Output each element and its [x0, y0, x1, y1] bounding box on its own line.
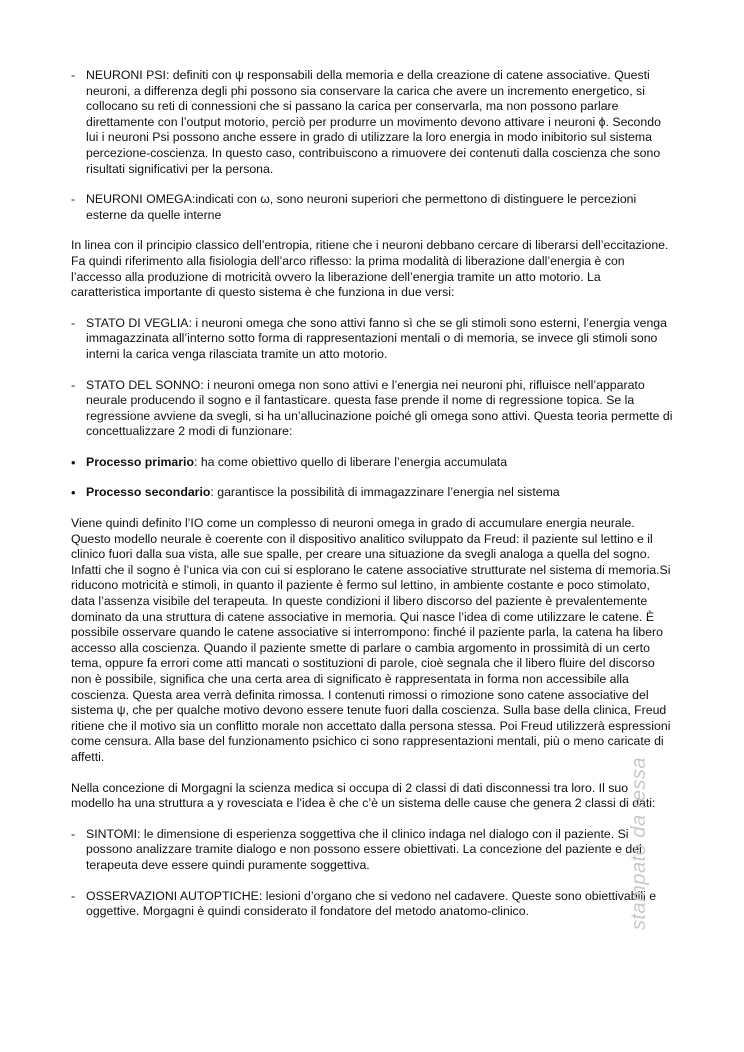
- watermark: stampato da ressa: [628, 756, 650, 930]
- paragraph-io: Viene quindi definito l’IO come un complesso di neuroni omega in grado di accumulare energia neurale. Questo modello neurale è coerente con il dispositivo analitico sviluppato da Freud: il paziente sul lettino e il clinico fuori dalla sua vista, alle sue spalle, per creare una situazione da svegli analoga a quella del sogno. Infatti che il sogno è l’unica via con cui si esplorano le catene associative strutturate nel sistema di memoria.Si riducono motricità e stimoli, in quanto il paziente è fermo sul lettino, in ambiente costante e poco stimolato, data l’assenza visibile del terapeuta. In queste condizioni il libero discorso del paziente è prevalentemente dominato da una struttura di catene associative in memoria. Qui nasce l’idea di come utilizzare le catene. È possibile osservare quando le catene associative si interrompono: finché il paziente parla, la catena ha libero accesso alla coscienza. Quando il paziente smette di parlare o cambia argomento in prossimità di un certo tema, oppure fa errori come atti mancati o sostituzioni di parole, cioè segnala che il libero fluire del discorso non è possibile, significa che una certa area di significato è rappresentata in forma non accessibile alla coscienza. Questa area verrà definita rimossa. I contenuti rimossi o rimozione sono catene associative del sistema ψ, che per qualche motivo devono essere tenute fuori dalla coscienza. Sulla base della clinica, Freud ritiene che il motivo sia un conflitto morale non accettato dalla persona stessa. Poi Freud utilizzerà espressioni come censura. Alla base del funzionamento psichico ci sono rappresentazioni mentali, più o meno caricate di affetti.: [71, 516, 671, 764]
- list-item-sintomi: - SINTOMI: le dimensione di esperienza soggettiva che il clinico indaga nel dialogo con il paziente. Si possono analizzare tramite dialogo e non possono essere obiettivati. La concezione del paziente e del terapeuta deve essere quindi puramente soggettiva.: [71, 827, 673, 874]
- processo-secondario-text: : garantisce la possibilità di immagazzinare l’energia nel sistema: [210, 485, 560, 500]
- processo-primario-text: : ha come obiettivo quello di liberare l’energia accumulata: [193, 454, 508, 469]
- paragraph-entropia: In linea con il principio classico dell’entropia, ritiene che i neuroni debbano cercare di liberarsi dell’eccitazione. Fa quindi riferimento alla fisiologia dell’arco riflesso: la prima modalità di liberazione dall’energia è con l’accesso alla produzione di motricità ovvero la liberazione dell’energia tramite un atto motorio. La caratteristica importante di questo sistema è che funziona in due versi:: [71, 238, 669, 300]
- bullet-processo-primario: [71, 455, 673, 471]
- processo-secondario-label: Processo secondario: [86, 485, 211, 500]
- list-item-stato-veglia: - STATO DI VEGLIA: i neuroni omega che sono attivi fanno sì che se gli stimoli sono esterni, l’energia venga immagazzinata all’interno sotto forma di rappresentazioni mentali o di memoria, se invece gli stimoli sono interni la carica venga rilasciata tramite un atto motorio.: [71, 316, 673, 363]
- list-item-osservazioni-autoptiche: - OSSERVAZIONI AUTOPTICHE: lesioni d’organo che si vedono nel cadavere. Queste sono obiettivabili e oggettive. Morgagni è quindi considerato il fondatore del metodo anatomo-clinico.: [71, 889, 673, 920]
- paragraph-morgagni: Nella concezione di Morgagni la scienza medica si occupa di 2 classi di dati disconnessi tra loro. Il suo modello ha una struttura a y rovesciata e l’idea è che c’è un sistema delle cause che genera 2 classi di dati:: [71, 780, 656, 811]
- list-item-neuroni-psi: - NEURONI PSI: definiti con ψ responsabili della memoria e della creazione di catene associative. Questi neuroni, a differenza degli phi possono sia conservare la carica che avere un incremento energetico, si collocano su reti di connessioni che si passano la carica per conservarla, ma non possono parlare direttamente con l’output motorio, perciò per produrre un movimento devono attivare i neuroni ϕ. Secondo lui i neuroni Psi possono anche essere in grado di utilizzare la loro energia in modo inibitorio sul sistema percezione-coscienza. In questo caso, contribuiscono a rimuovere dei contenuti dalla coscienza che sono risultati significativi per la persona.: [71, 68, 673, 177]
- processo-primario-label: Processo primario: [86, 454, 194, 469]
- bullet-processo-secondario: [71, 485, 673, 501]
- document-page: [71, 68, 673, 920]
- list-item-stato-sonno: - STATO DEL SONNO: i neuroni omega non sono attivi e l’energia nei neuroni phi, rifluisce nell’apparato neurale producendo il sogno e il fantasticare. questa fase prende il nome di regressione topica. Se la regressione avviene da svegli, si ha un’allucinazione poiché gli omega sono attivi. Questa teoria permette di concettualizzare 2 modi di funzionare:: [71, 378, 673, 440]
- list-item-neuroni-omega: - NEURONI OMEGA:indicati con ω, sono neuroni superiori che permettono di distinguere le percezioni esterne da quelle interne: [71, 192, 673, 223]
